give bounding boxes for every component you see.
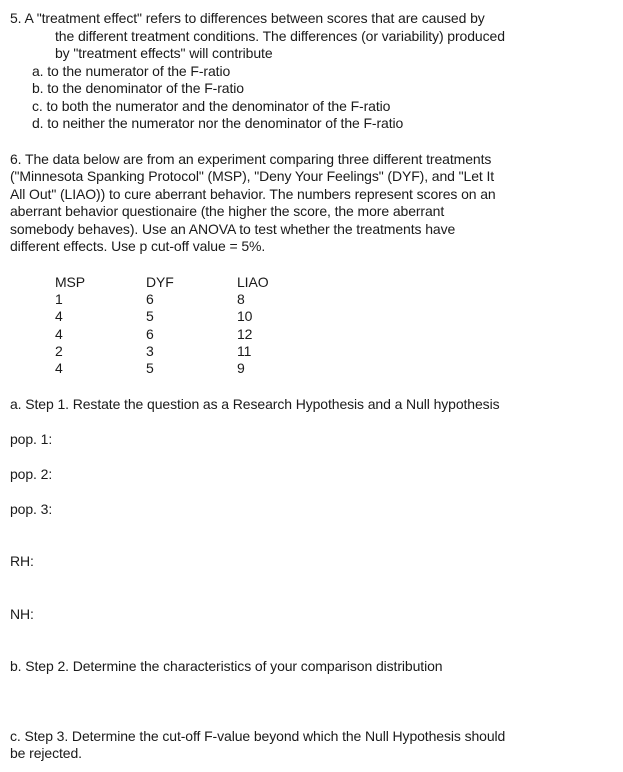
q5-option-b: b. to the denominator of the F-ratio [32, 80, 244, 96]
table-cell: 6 [146, 325, 154, 342]
table-cell: 12 [237, 325, 253, 342]
table-cell: 2 [55, 342, 63, 359]
table-column-dyf [146, 274, 174, 377]
table-cell: 5 [146, 308, 154, 325]
q5-option-d: d. to neither the numerator nor the denominator of the F-ratio [32, 115, 404, 131]
q5-stem-line-3: by "treatment effects" will contribute [55, 45, 273, 61]
table-cell: 1 [55, 291, 63, 308]
q5-option-a: a. to the numerator of the F-ratio [32, 63, 231, 79]
column-header: DYF [146, 274, 174, 290]
column-header: LIAO [237, 274, 269, 290]
table-column-liao [237, 274, 269, 377]
table-cell: 11 [237, 342, 252, 359]
table-cell: 4 [55, 325, 63, 342]
rh-label: RH: [10, 553, 34, 569]
q6-stem-line-5: somebody behaves). Use an ANOVA to test whether the treatments have [10, 221, 456, 237]
step3-line-2: be rejected. [10, 745, 82, 761]
table-column-msp [55, 274, 85, 377]
table-cell: 4 [55, 308, 63, 325]
table-cell: 6 [146, 291, 154, 308]
step2-title: b. Step 2. Determine the characteristics of your comparison distribution [10, 658, 443, 674]
table-cell: 8 [237, 291, 245, 308]
pop2-label: pop. 2: [10, 466, 53, 482]
table-cell: 3 [146, 342, 154, 359]
pop1-label: pop. 1: [10, 431, 53, 447]
table-cell: 9 [237, 359, 245, 376]
q5-stem-line-2: the different treatment conditions. The differences (or variability) produced [55, 28, 505, 44]
step1-title: a. Step 1. Restate the question as a Research Hypothesis and a Null hypothesis [10, 396, 500, 412]
q6-stem-line-3: All Out" (LIAO)) to cure aberrant behavior. The numbers represent scores on an [10, 186, 496, 202]
pop3-label: pop. 3: [10, 501, 53, 517]
q6-stem-line-6: different effects. Use p cut-off value = 5%. [10, 238, 266, 254]
table-cell: 5 [146, 359, 154, 376]
table-cell: 4 [55, 359, 63, 376]
q6-stem-line-1: 6. The data below are from an experiment comparing three different treatments [10, 151, 492, 167]
q5-stem-line-1: 5. A "treatment effect" refers to differences between scores that are caused by [10, 10, 485, 26]
q6-stem-line-2: ("Minnesota Spanking Protocol" (MSP), "Deny Your Feelings" (DYF), and "Let It [10, 168, 495, 184]
q6-stem-line-4: aberrant behavior questionaire (the higher the score, the more aberrant [10, 203, 445, 219]
column-header: MSP [55, 274, 86, 290]
table-cell: 10 [237, 308, 253, 325]
q5-option-c: c. to both the numerator and the denominator of the F-ratio [32, 98, 391, 114]
step3-line-1: c. Step 3. Determine the cut-off F-value beyond which the Null Hypothesis should [10, 728, 506, 744]
nh-label: NH: [10, 606, 34, 622]
